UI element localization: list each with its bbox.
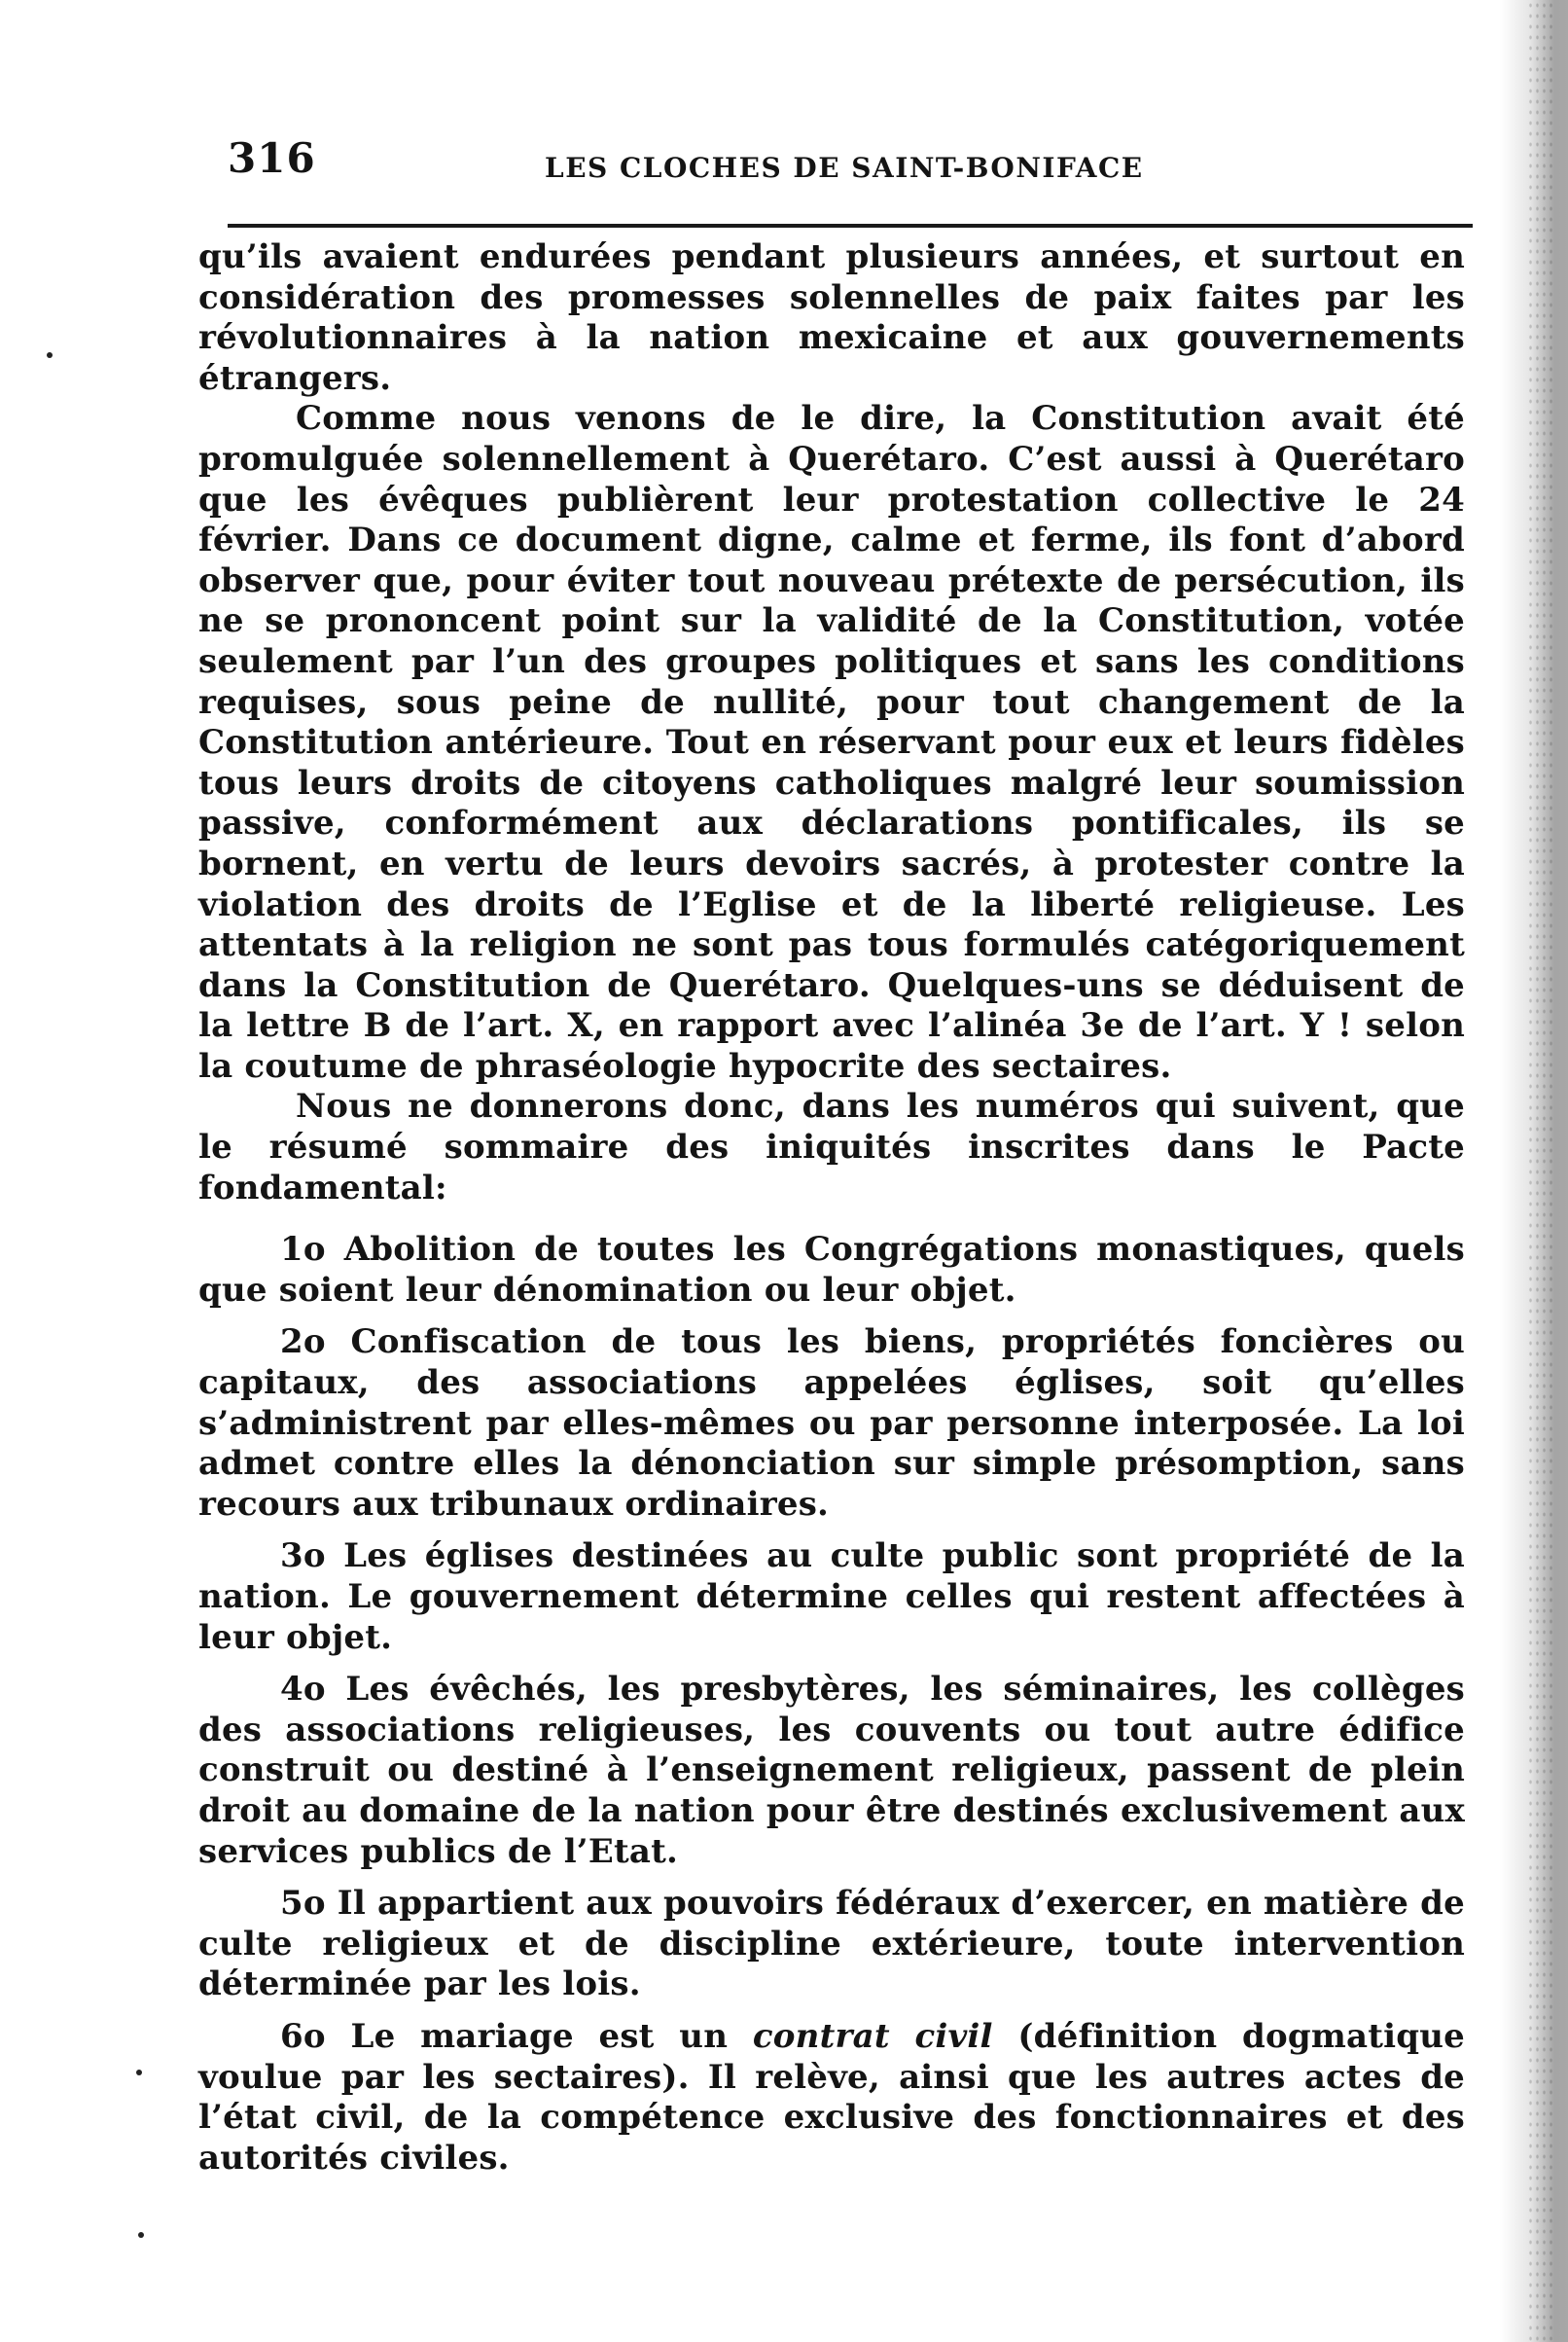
list-item: 1o Abolition de toutes les Congrégations monastiques, quels que soient leur dénomination ou leur objet. [198,1230,1465,1310]
list-item-text: (définition dogmatique voulue par les sectaires). Il relève, ainsi que les autres actes de l’état civil, de la compétence exclusive des fonctionnaires et des autorités civiles. [198,2016,1465,2178]
page-header [228,134,1473,193]
list-item: 2o Confiscation de tous les biens, propriétés foncières ou capitaux, des associations appelées églises, soit qu’elles s’administrent par elles-mêmes ou par personne interposée. La loi admet contre elles la dénonciation sur simple présomption, sans recours aux tribunaux ordinaires. [198,1322,1465,1524]
paragraph-continued: qu’ils avaient endurées pendant plusieurs années, et surtout en considération des promesses solennelles de paix faites par les révolutionnaires à la nation mexicaine et aux gouvernements étrangers. [198,237,1465,398]
header-rule [228,224,1473,228]
list-item-text: 6o Le mariage est un [280,2016,753,2056]
margin-speck [138,2232,144,2238]
margin-speck [47,352,53,358]
page-number: 316 [228,134,316,182]
running-title: LES CLOCHES DE SAINT-BONIFACE [545,152,1144,184]
list-item: 5o Il appartient aux pouvoirs fédéraux d’exercer, en matière de culte religieux et de discipline extérieure, toute intervention déterminée par les lois. [198,1884,1465,2004]
list-item: 3o Les églises destinées au culte public sont propriété de la nation. Le gouvernement détermine celles qui restent affectées à leur objet. [198,1536,1465,1657]
paragraph-summary-intro: Nous ne donnerons donc, dans les numéros qui suivent, que le résumé sommaire des iniquités inscrites dans le Pacte fondamental: [198,1087,1465,1207]
emphasis-text: contrat civil [752,2016,993,2056]
body-text [198,237,1465,2179]
list-item-marriage [198,2017,1465,2179]
margin-speck [136,2070,142,2075]
scan-edge-speckle [1527,0,1556,2342]
paragraph-protestation: Comme nous venons de le dire, la Constitution avait été promulguée solennellement à Querétaro. C’est aussi à Querétaro que les évêques publièrent leur protestation collective le 24 février. Dans ce document digne, calme et ferme, ils font d’abord observer que, pour éviter tout nouveau prétexte de persécution, ils ne se prononcent point sur la validité de la Constitution, votée seulement par l’un des groupes politiques et sans les conditions requises, sous peine de nullité, pour tout changement de la Constitution antérieure. Tout en réservant pour eux et leurs fidèles tous leurs droits de citoyens catholiques malgré leur soumission passive, conformément aux déclarations pontificales, ils se bornent, en vertu de leurs devoirs sacrés, à protester contre la violation des droits de l’Eglise et de la liberté religieuse. Les attentats à la religion ne sont pas tous formulés catégoriquement dans la Constitution de Querétaro. Quelques-uns se déduisent de la lettre B de l’art. X, en rapport avec l’alinéa 3e de l’art. Y ! selon la coutume de phraséologie hypocrite des sectaires. [198,399,1465,1086]
list-item: 4o Les évêchés, les presbytères, les séminaires, les collèges des associations religieuses, les couvents ou tout autre édifice construit ou destiné à l’enseignement religieux, passent de plein droit au domaine de la nation pour être destinés exclusivement aux services publics de l’Etat. [198,1670,1465,1871]
